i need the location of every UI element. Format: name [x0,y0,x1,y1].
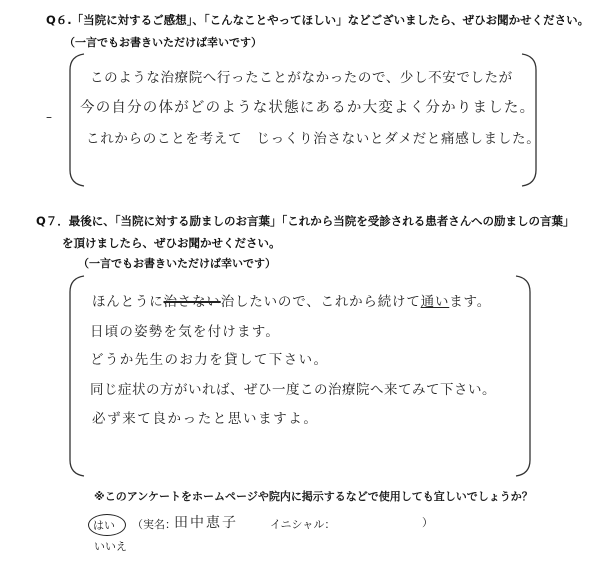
q7-answer-line-1-pre: ほんとうに [92,294,164,310]
q7-answer-line-1 [92,290,491,310]
q7-answer-line-1-post: ます。 [449,294,492,310]
q6-side-mark: – [46,110,52,124]
q7-answer-line-4: 同じ症状の方がいれば、ぜひ一度この治療院へ来てみて下さい。 [90,382,496,398]
name-label: （実名： [132,518,176,531]
no-label: いいえ [94,540,127,553]
yes-option[interactable] [88,514,128,536]
close-paren: ） [422,516,433,529]
q7-question-line-2: を頂けましたら、ぜひお聞かせください。 [62,236,281,250]
q7-answer-line-3: どうか先生のお力を貸して下さい。 [90,352,329,368]
q7-answer-line-2: 日頃の姿勢を気を付けます。 [90,324,281,340]
q6-answer-line-3: これからのことを考えて じっくり治さないとダメだと痛感しました。 [86,131,541,147]
q6-answer-line-1: このような治療院へ行ったことがなかったので、少し不安でしたが [90,70,513,86]
name-value: 田中恵子 [174,515,238,531]
q6-note: （一言でもお書きいただけば幸いです） [64,36,262,49]
q7-answer-underlined-word: 通い [420,294,450,310]
permission-question: ※このアンケートをホームページや院内に掲示するなどで使用しても宜しいでしょうか？ [94,490,533,503]
no-option[interactable] [94,538,127,554]
initial-label: イニシャル： [270,518,336,531]
q7-answer-line-1-mid: 治したいので、これから続けて [220,294,421,310]
q6-question: Q６.「当院に対するご感想」、「こんなことやってほしい」などございましたら、ぜひお聞かせください。 [46,13,590,27]
q6-answer-line-2: 今の自分の体がどのような状態にあるか大変よく分かりました。 [80,100,536,116]
yes-label: はい [93,519,115,532]
q7-note: （一言でもお書きいただけば幸いです） [78,257,276,270]
q7-answer-struck-word: 治さない [163,294,221,310]
q7-answer-line-5: 必ず来て良かったと思いますよ。 [92,411,319,427]
q7-question-line-1: Q７．最後に、「当院に対する励ましのお言葉」「これから当院を受診される患者さんへの励ましの言葉」 [36,214,575,228]
